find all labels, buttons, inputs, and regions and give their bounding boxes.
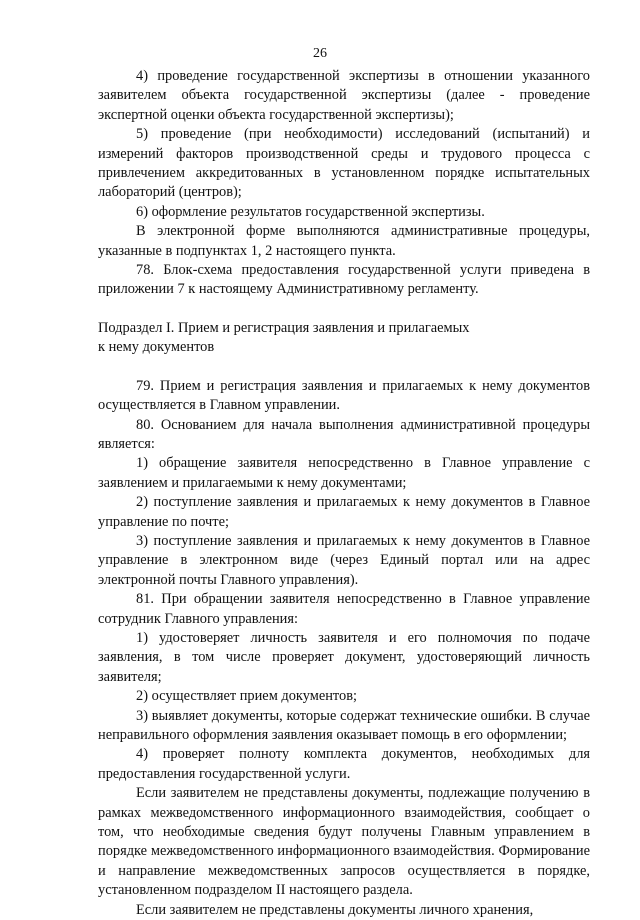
section-heading (98, 319, 590, 358)
paragraph: 78. Блок-схема предоставления государственной услуги приведена в приложении 7 к настоящему Административному регламенту. (98, 262, 590, 298)
paragraph: 2) поступление заявления и прилагаемых к нему документов в Главное управление по почте; (98, 494, 590, 530)
paragraph: 5) проведение (при необходимости) исследований (испытаний) и измерений факторов производственной среды и трудового процесса с привлечением аккредитованных в установленном порядке испытательных лабораторий (центров); (98, 126, 590, 201)
paragraph: Если заявителем не представлены документы личного хранения, (136, 901, 534, 918)
paragraph: 3) выявляет документы, которые содержат технические ошибки. В случае неправильного оформления заявления оказывает помощь в его оформлении; (98, 707, 590, 743)
spacer (98, 300, 590, 319)
spacer (98, 358, 590, 377)
paragraph: 81. При обращении заявителя непосредственно в Главное управление сотрудник Главного управления: (98, 591, 590, 627)
section-heading-line2: к нему документов (98, 339, 215, 356)
paragraph: 6) оформление результатов государственной экспертизы. (136, 203, 485, 220)
paragraph: 1) удостоверяет личность заявителя и его полномочия по подаче заявления, в том числе проверяет документ, удостоверяющий личность заявителя; (98, 629, 590, 685)
document-body (98, 67, 590, 920)
paragraph: 79. Прием и регистрация заявления и прилагаемых к нему документов осуществляется в Главном управлении. (98, 377, 590, 414)
paragraph: 1) обращение заявителя непосредственно в Главное управление с заявлением и прилагаемыми к нему документами; (98, 455, 590, 491)
paragraph: В электронной форме выполняются административные процедуры, указанные в подпунктах 1, 2 настоящего пункта. (98, 223, 590, 259)
paragraph: 2) осуществляет прием документов; (136, 688, 357, 705)
section-heading-line1: Подраздел I. Прием и регистрация заявления и прилагаемых (98, 319, 470, 336)
paragraph: 3) поступление заявления и прилагаемых к нему документов в Главное управление в электронном виде (через Единый портал или на адрес электронной почты Главного управления). (98, 532, 590, 588)
paragraph: 4) проведение государственной экспертизы в отношении указанного заявителем объекта государственной экспертизы (далее - проведение экспертной оценки объекта государственной экспертизы); (98, 68, 590, 123)
page-number: 26 (313, 46, 327, 61)
paragraph: 4) проверяет полноту комплекта документов, необходимых для предоставления государственной услуги. (98, 746, 590, 782)
paragraph: 80. Основанием для начала выполнения административной процедуры является: (98, 416, 590, 452)
paragraph: Если заявителем не представлены документы, подлежащие получению в рамках межведомственного информационного взаимодействия, сообщает о том, что необходимые сведения будут получены Главным управлением в порядке межведомственного информационного взаимодействия. Формирование и направление межведомственных запросов осуществляется в порядке, установленном подразделом II настоящего раздела. (98, 785, 590, 899)
